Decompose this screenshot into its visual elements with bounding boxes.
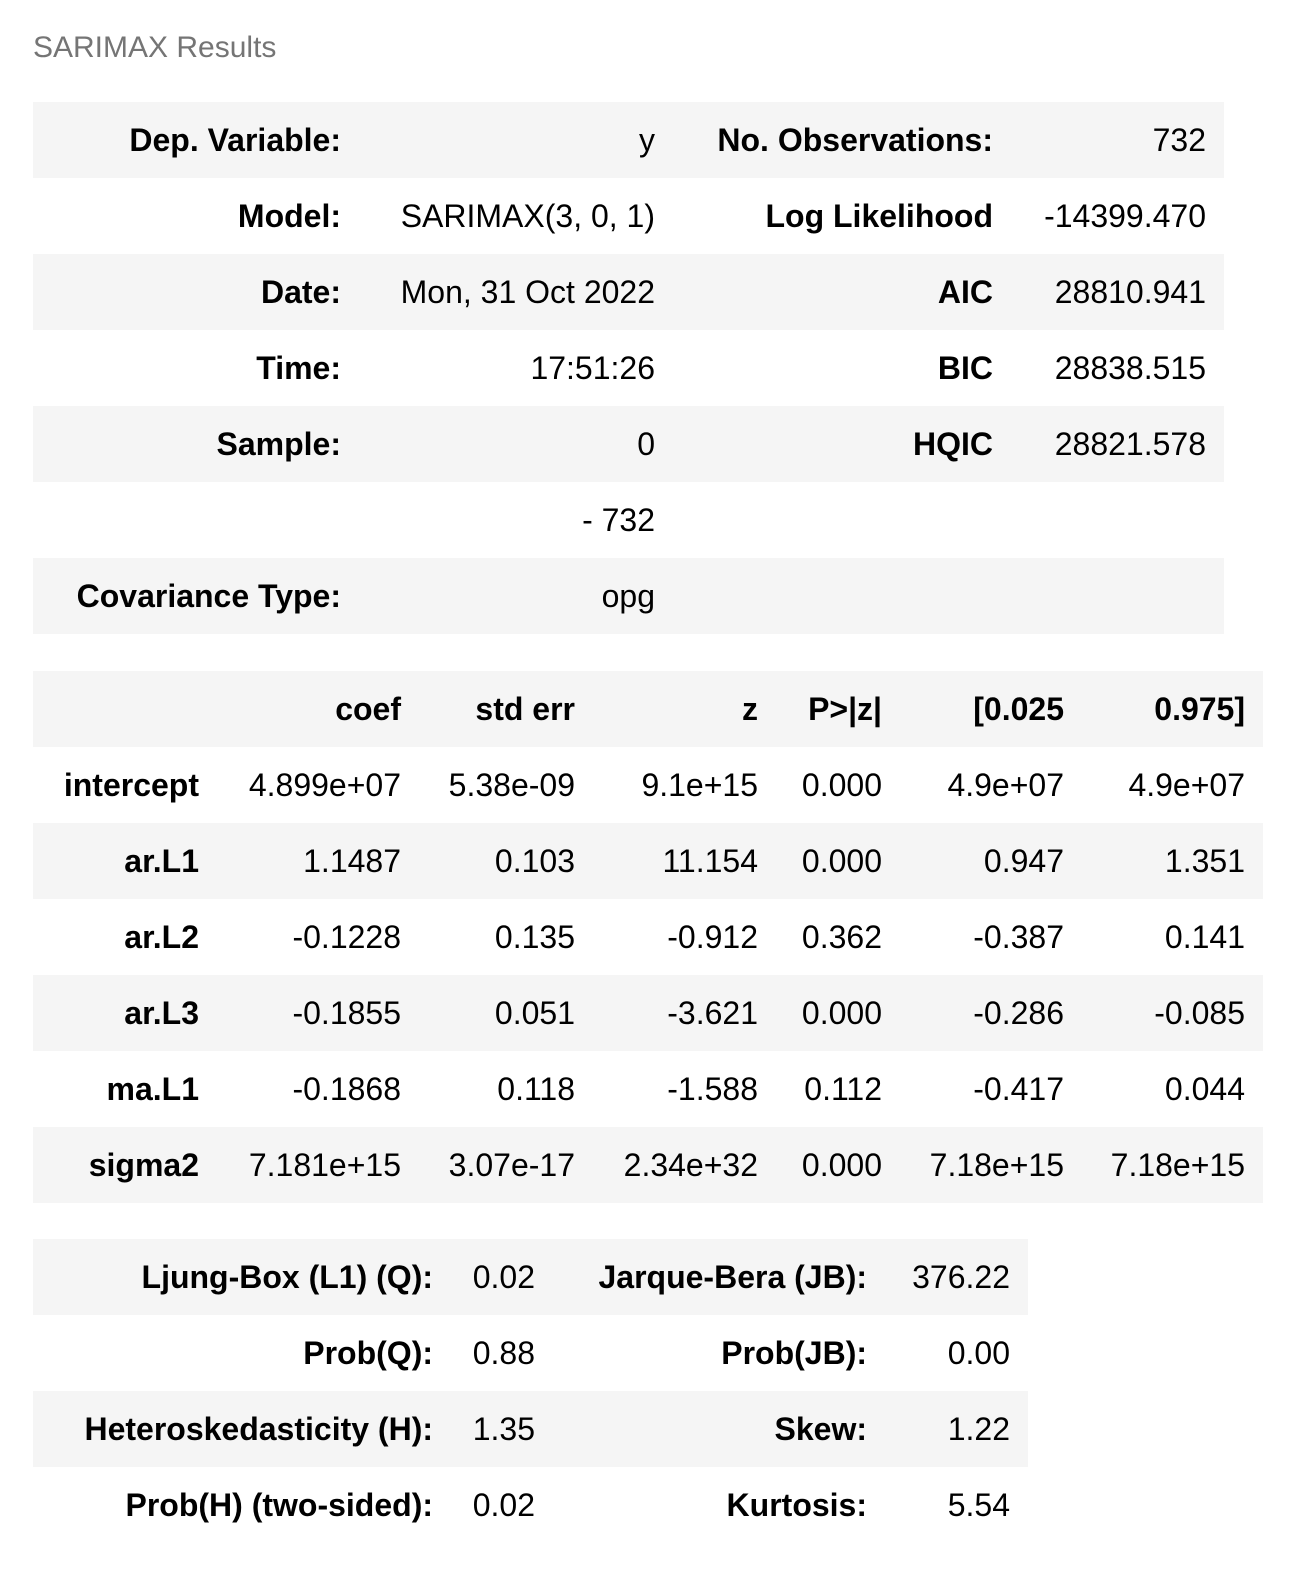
empty-cell <box>673 558 1011 634</box>
cell-ci-lower: 7.18e+15 <box>900 1127 1082 1203</box>
empty-cell <box>673 482 1011 558</box>
column-header-ci-upper: 0.975] <box>1082 671 1263 747</box>
dep-variable-value: y <box>359 102 673 178</box>
cell-param-name: intercept <box>63 767 199 803</box>
ljung-box-label: Ljung-Box (L1) (Q): <box>33 1239 451 1315</box>
hqic-label: HQIC <box>673 406 1011 482</box>
cell-z: -1.588 <box>667 1071 758 1107</box>
log-likelihood-value: -14399.470 <box>1044 198 1206 234</box>
cell-p-value: 0.000 <box>776 823 900 899</box>
cell-std-err: 5.38e-09 <box>448 767 575 803</box>
hqic-value: 28821.578 <box>1011 406 1224 482</box>
prob-jb-label: Prob(JB): <box>721 1335 867 1371</box>
dep-variable-label: Dep. Variable: <box>33 102 359 178</box>
kurtosis-value: 5.54 <box>947 1487 1010 1523</box>
cell-ci-lower: -0.387 <box>973 919 1064 955</box>
table-row <box>33 482 1224 558</box>
cell-ci-upper: 0.141 <box>1164 919 1245 955</box>
model-info-table <box>33 102 1224 634</box>
sample-value: 0 <box>359 406 673 482</box>
table-row <box>33 178 1224 254</box>
sample-label: Sample: <box>33 406 359 482</box>
table-row <box>33 406 1224 482</box>
cell-ci-lower: -0.417 <box>973 1071 1064 1107</box>
heteroskedasticity-label: Heteroskedasticity (H): <box>33 1391 451 1467</box>
column-header-param-name <box>33 671 217 747</box>
bic-value: 28838.515 <box>1054 350 1206 386</box>
kurtosis-label: Kurtosis: <box>726 1487 867 1523</box>
table-row <box>33 330 1224 406</box>
skew-label: Skew: <box>553 1391 885 1467</box>
bic-label: BIC <box>937 350 993 386</box>
heteroskedasticity-value: 1.35 <box>451 1391 553 1467</box>
table-row <box>33 1467 1028 1543</box>
covariance-type-label: Covariance Type: <box>33 558 359 634</box>
cell-p-value: 0.362 <box>801 919 882 955</box>
prob-q-label: Prob(Q): <box>303 1335 433 1371</box>
log-likelihood-label: Log Likelihood <box>765 198 993 234</box>
cell-ci-upper: 0.044 <box>1164 1071 1245 1107</box>
cell-std-err: 0.103 <box>419 823 593 899</box>
column-header-z: z <box>593 671 776 747</box>
date-value: Mon, 31 Oct 2022 <box>359 254 673 330</box>
cell-z: 2.34e+32 <box>593 1127 776 1203</box>
empty-cell <box>1011 558 1224 634</box>
cell-p-value: 0.000 <box>776 1127 900 1203</box>
prob-jb-value: 0.00 <box>947 1335 1010 1371</box>
cell-ci-upper: -0.085 <box>1082 975 1263 1051</box>
cell-ci-upper: 7.18e+15 <box>1082 1127 1263 1203</box>
results-caption: SARIMAX Results <box>33 31 277 64</box>
empty-cell <box>33 482 359 558</box>
cell-ci-lower: -0.286 <box>900 975 1082 1051</box>
table-row <box>33 254 1224 330</box>
table-row <box>33 823 1263 899</box>
skew-value: 1.22 <box>885 1391 1028 1467</box>
cell-ci-upper: 1.351 <box>1082 823 1263 899</box>
cell-coef: -0.1228 <box>292 919 401 955</box>
cell-ci-lower: 0.947 <box>900 823 1082 899</box>
cell-z: 11.154 <box>593 823 776 899</box>
cell-coef: 7.181e+15 <box>217 1127 419 1203</box>
cell-param-name: ar.L1 <box>33 823 217 899</box>
aic-label: AIC <box>673 254 1011 330</box>
table-row <box>33 899 1263 975</box>
cell-p-value: 0.000 <box>801 767 882 803</box>
table-row <box>33 1051 1263 1127</box>
prob-q-value: 0.88 <box>472 1335 535 1371</box>
no-observations-value: 732 <box>1011 102 1224 178</box>
cell-std-err: 3.07e-17 <box>419 1127 593 1203</box>
cell-param-name: sigma2 <box>33 1127 217 1203</box>
diagnostics-table <box>33 1239 1028 1543</box>
cell-coef: -0.1868 <box>292 1071 401 1107</box>
no-observations-label: No. Observations: <box>673 102 1011 178</box>
empty-cell <box>1011 482 1224 558</box>
cell-z: -3.621 <box>593 975 776 1051</box>
time-value: 17:51:26 <box>530 350 655 386</box>
table-row <box>33 1127 1263 1203</box>
sample-end-value: - 732 <box>582 502 655 538</box>
ljung-box-value: 0.02 <box>451 1239 553 1315</box>
jarque-bera-value: 376.22 <box>885 1239 1028 1315</box>
cell-z: 9.1e+15 <box>641 767 758 803</box>
model-label: Model: <box>237 198 341 234</box>
time-label: Time: <box>256 350 341 386</box>
column-header-ci-lower: [0.025 <box>900 671 1082 747</box>
table-header-row <box>33 671 1263 747</box>
cell-z: -0.912 <box>667 919 758 955</box>
column-header-p-value: P>|z| <box>776 671 900 747</box>
cell-coef: -0.1855 <box>217 975 419 1051</box>
prob-h-label: Prob(H) (two-sided): <box>125 1487 433 1523</box>
table-row <box>33 558 1224 634</box>
prob-h-value: 0.02 <box>472 1487 535 1523</box>
date-label: Date: <box>33 254 359 330</box>
column-header-coef: coef <box>217 671 419 747</box>
aic-value: 28810.941 <box>1011 254 1224 330</box>
table-row <box>33 1315 1028 1391</box>
cell-std-err: 0.051 <box>419 975 593 1051</box>
table-row <box>33 1391 1028 1467</box>
cell-p-value: 0.112 <box>804 1071 882 1107</box>
cell-ci-lower: 4.9e+07 <box>947 767 1064 803</box>
column-header-std-err: std err <box>419 671 593 747</box>
table-row <box>33 747 1263 823</box>
table-row <box>33 102 1224 178</box>
table-row <box>33 1239 1028 1315</box>
cell-param-name: ar.L3 <box>33 975 217 1051</box>
cell-std-err: 0.118 <box>497 1071 575 1107</box>
coefficients-table <box>33 671 1263 1203</box>
cell-param-name: ma.L1 <box>106 1071 199 1107</box>
cell-ci-upper: 4.9e+07 <box>1128 767 1245 803</box>
jarque-bera-label: Jarque-Bera (JB): <box>553 1239 885 1315</box>
covariance-type-value: opg <box>359 558 673 634</box>
cell-coef: 4.899e+07 <box>248 767 401 803</box>
table-row <box>33 975 1263 1051</box>
cell-param-name: ar.L2 <box>124 919 199 955</box>
model-value: SARIMAX(3, 0, 1) <box>400 198 655 234</box>
cell-coef: 1.1487 <box>217 823 419 899</box>
cell-std-err: 0.135 <box>494 919 575 955</box>
cell-p-value: 0.000 <box>776 975 900 1051</box>
